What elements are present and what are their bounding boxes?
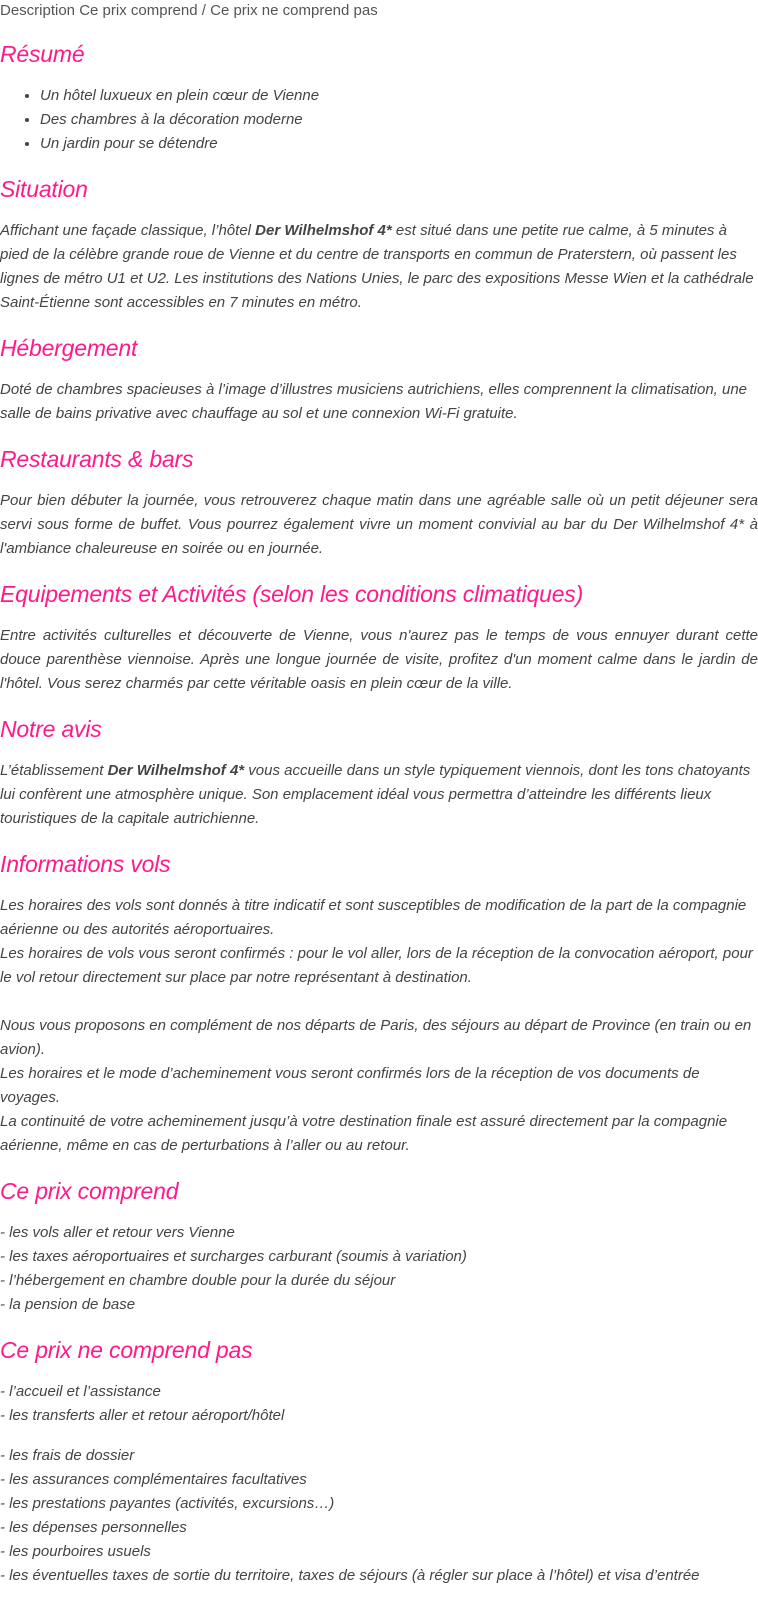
avis-pre: L’établissement bbox=[0, 762, 108, 779]
situation-pre: Affichant une façade classique, l’hôtel bbox=[0, 222, 256, 239]
list-item: - les frais de dossier bbox=[0, 1447, 135, 1464]
list-item: - l’hébergement en chambre double pour la durée du séjour bbox=[0, 1272, 396, 1289]
restaurants-title: Restaurants & bars bbox=[0, 446, 194, 472]
list-item: • Un jardin pour se détendre bbox=[40, 132, 758, 156]
list-item: - les prestations payantes (activités, excursions…) bbox=[0, 1495, 335, 1512]
tab-excludes[interactable]: Ce prix ne comprend pas bbox=[210, 2, 378, 19]
section-restaurants bbox=[0, 446, 758, 561]
list-item: - les vols aller et retour vers Vienne bbox=[0, 1224, 235, 1241]
noncomprend-title: Ce prix ne comprend pas bbox=[0, 1337, 253, 1363]
section-comprend bbox=[0, 1178, 758, 1317]
list-item: - les éventuelles taxes de sortie du territoire, taxes de séjours (à régler sur place à l’hôtel) et visa d’entrée bbox=[0, 1567, 700, 1584]
situation-text bbox=[0, 219, 758, 315]
vols-text: Nous vous proposons en complément de nos départs de Paris, des séjours au départ de Province (en train ou en avion). bbox=[0, 1017, 752, 1058]
hotel-name: Der Wilhelmshof 4* bbox=[255, 222, 392, 239]
section-resume bbox=[0, 41, 758, 156]
situation-title: Situation bbox=[0, 176, 88, 202]
equipements-text: Entre activités culturelles et découverte de Vienne, vous n'aurez pas le temps de vous ennuyer durant cette douce parenthèse viennoise. Après une longue journée de visite, profitez d'un moment calme dans le jardin de l'hôtel. Vous serez charmés par cette véritable oasis en plein cœur de la ville. bbox=[0, 627, 758, 692]
section-avis bbox=[0, 716, 758, 831]
comprend-title: Ce prix comprend bbox=[0, 1178, 179, 1204]
vols-text: Les horaires des vols sont donnés à titre indicatif et sont susceptibles de modification de la part de la compagnie aérienne ou des autorités aéroportuaires. bbox=[0, 897, 747, 938]
list-item: - la pension de base bbox=[0, 1296, 136, 1313]
list-item: • Des chambres à la décoration moderne bbox=[40, 108, 758, 132]
vols-title: Informations vols bbox=[0, 851, 171, 877]
list-item: - les assurances complémentaires facultatives bbox=[0, 1471, 307, 1488]
tab-bar bbox=[0, 0, 758, 21]
hebergement-title: Hébergement bbox=[0, 335, 138, 361]
restaurants-text: Pour bien débuter la journée, vous retrouverez chaque matin dans une agréable salle où un petit déjeuner sera servi sous forme de buffet. Vous pourrez également vivre un moment convivial au bar du Der Wilhelmshof 4* à l'ambiance chaleureuse en soirée ou en journée. bbox=[0, 492, 758, 557]
list-item: - les taxes aéroportuaires et surcharges carburant (soumis à variation) bbox=[0, 1248, 467, 1265]
situation-post: est situé dans une petite rue calme, à 5 minutes à pied de la célèbre grande roue de Vienne et du centre de transports en commun de Praterstern, où passent les lignes de métro U1 et U2. Les institutions des Nations Unies, le parc des expositions Messe Wien et la cathédrale Saint-Étienne sont accessibles en 7 minutes en métro. bbox=[0, 222, 754, 311]
list-item: - les pourboires usuels bbox=[0, 1543, 151, 1560]
tab-description[interactable]: Description bbox=[0, 2, 76, 19]
list-item: • Un hôtel luxueux en plein cœur de Vienne bbox=[40, 84, 758, 108]
vols-text: La continuité de votre acheminement jusqu’à votre destination finale est assuré directement par la compagnie aérienne, même en cas de perturbations à l’aller ou au retour. bbox=[0, 1113, 728, 1154]
list-item: - l’accueil et l’assistance bbox=[0, 1383, 161, 1400]
avis-text bbox=[0, 759, 758, 831]
tab-includes[interactable]: Ce prix comprend bbox=[79, 2, 198, 19]
equipements-title: Equipements et Activités (selon les conditions climatiques) bbox=[0, 581, 584, 607]
vols-text: Les horaires et le mode d’acheminement vous seront confirmés lors de la réception de vos documents de voyages. bbox=[0, 1065, 700, 1106]
avis-post: vous accueille dans un style typiquement viennois, dont les tons chatoyants lui confèrent une atmosphère unique. Son emplacement idéal vous permettra d’atteindre les différents lieux touristiques de la capitale autrichienne. bbox=[0, 762, 751, 827]
list-item: - les dépenses personnelles bbox=[0, 1519, 187, 1536]
section-equipements bbox=[0, 581, 758, 696]
hotel-name: Der Wilhelmshof 4* bbox=[107, 762, 245, 779]
resume-title: Résumé bbox=[0, 41, 85, 67]
section-situation bbox=[0, 176, 758, 315]
section-vols bbox=[0, 851, 758, 1158]
tab-separator: / bbox=[197, 2, 211, 19]
list-item: - les transferts aller et retour aéroport/hôtel bbox=[0, 1407, 285, 1424]
vols-text: Les horaires de vols vous seront confirmés : pour le vol aller, lors de la réception de la convocation aéroport, pour le vol retour directement sur place par notre représentant à destination. bbox=[0, 945, 753, 986]
resume-list bbox=[0, 84, 758, 156]
section-hebergement bbox=[0, 335, 758, 426]
section-noncomprend bbox=[0, 1337, 758, 1588]
avis-title: Notre avis bbox=[0, 716, 102, 742]
hebergement-text: Doté de chambres spacieuses à l’image d’illustres musiciens autrichiens, elles comprennent la climatisation, une salle de bains privative avec chauffage au sol et une connexion Wi-Fi gratuite. bbox=[0, 381, 748, 422]
